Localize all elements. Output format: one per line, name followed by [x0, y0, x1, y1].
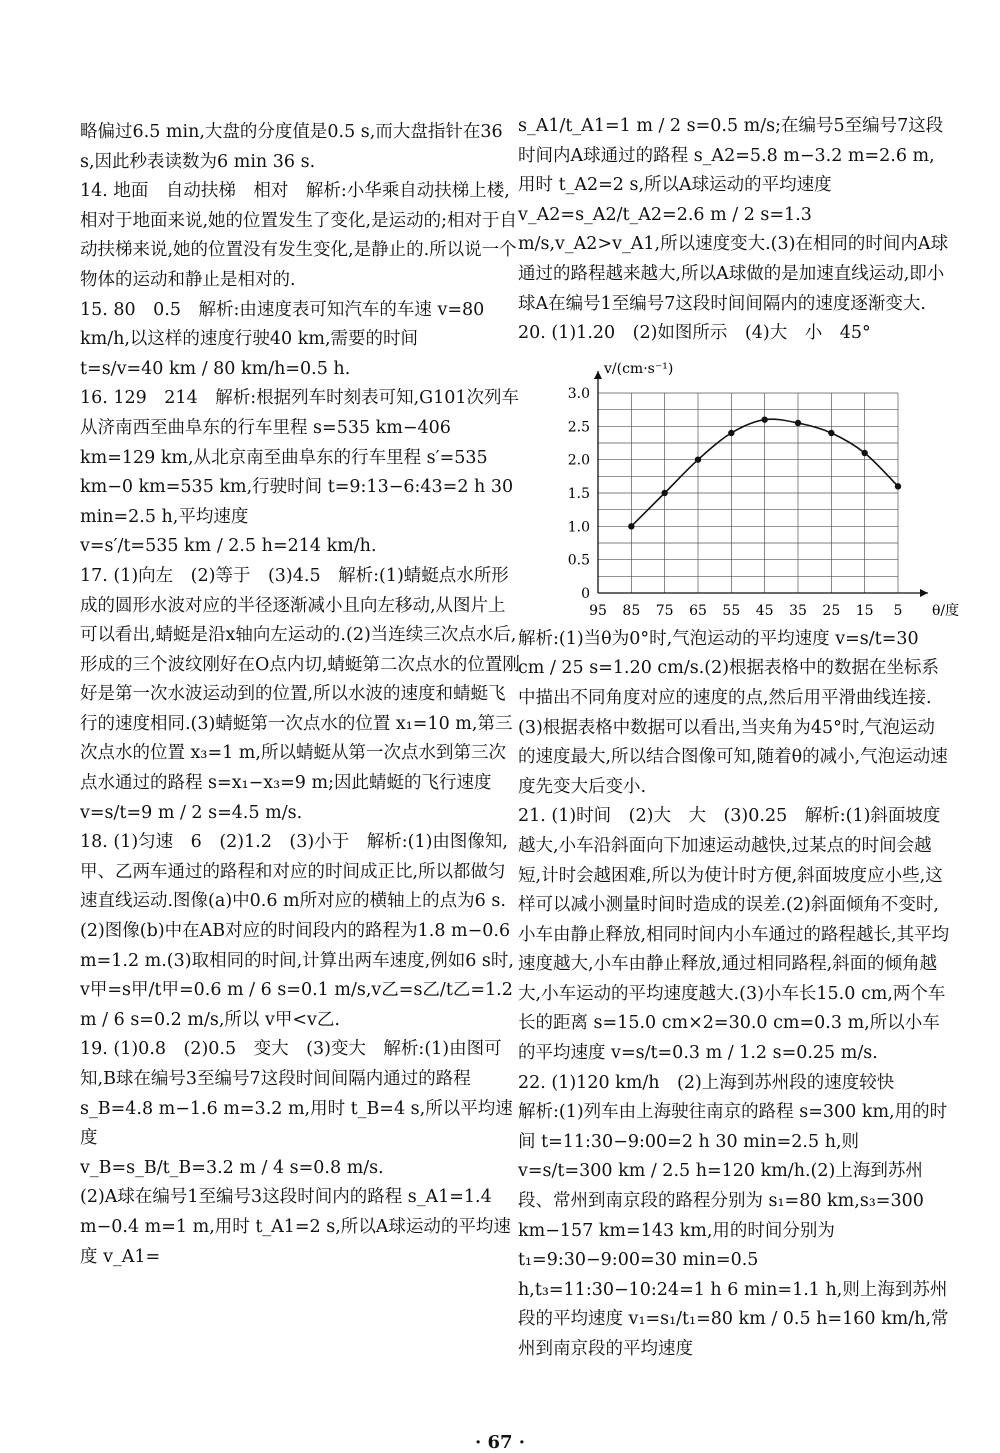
answer-21: 21. (1)时间 (2)大 大 (3)0.25 解析:(1)斜面坡度越大,小车沿斜面向下加速运动越快,过某点的时间会越短,计时会越困难,所以为使计时方便,斜面坡度应小些,这样可以减小测量时间时造成的误差.(2)斜面倾角不变时,小车由静止释放,相同时间内小车通过的路程越长,其平均速度越大,小车由静止释放,通过相同路程,斜面的倾角越大,小车运动的平均速度越大.(3)小车长15.0 cm,两个车长的距离 s=15.0 cm×2=30.0 cm=0.3 m,所以小车的平均速度 v=s/t=0.3 m / 1.2 s=0.25 m/s.	[518, 806, 950, 1064]
chart-svg	[518, 353, 960, 623]
x-tick-label: 35	[789, 602, 807, 619]
x-tick-label: 75	[655, 602, 674, 619]
answer-20-analysis: 解析:(1)当θ为0°时,气泡运动的平均速度 v=s/t=30 cm / 25 s=1.20 cm/s.(2)根据表格中的数据在坐标系中描出不同角度对应的速度的点,然后用平滑曲线连接.(3)根据表格中数据可以看出,当夹角为45°时,气泡运动的速度最大,所以结合图像可知,随着θ的减小,气泡运动速度先变大后变小.	[518, 628, 948, 797]
y-tick-label: 0	[581, 585, 590, 602]
x-tick-label: 85	[622, 602, 641, 619]
y-tick-label: 0.5	[567, 552, 590, 569]
data-point	[628, 523, 634, 529]
y-axis-label: v/(cm·s⁻¹)	[604, 360, 674, 377]
data-point	[695, 456, 701, 462]
x-tick-label: 25	[822, 602, 841, 619]
paragraph: s_A1/t_A1=1 m / 2 s=0.5 m/s;在编号5至编号7这段时间内A球通过的路程 s_A2=5.8 m−3.2 m=2.6 m,用时 t_A2=2 s,所以A球运动的平均速度 v_A2=s_A2/t_A2=2.6 m / 2 s=1.3 m/s,v_A2>v_A1,所以速度变大.(3)在相同的时间内A球通过的路程越来越大,所以A球做的是加速直线运动,即小球A在编号1至编号7这段时间间隔内的速度逐渐变大.	[518, 116, 949, 314]
answer-14: 14. 地面 自动扶梯 相对 解析:小华乘自动扶梯上楼,相对于地面来说,她的位置发生了变化,是运动的;相对于自动扶梯来说,她的位置没有发生变化,是静止的.所以说一个物体的运动和静止是相对的.	[80, 181, 518, 290]
answer-18: 18. (1)匀速 6 (2)1.2 (3)小于 解析:(1)由图像知,甲、乙两车通过的路程和对应的时间成正比,所以都做匀速直线运动.图像(a)中0.6 m所对应的横轴上的点为6 s.(2)图像(b)中在AB对应的时间段内的路程为1.8 m−0.6 m=1.2 m.(3)取相同的时间,计算出两车速度,例如6 s时,	[80, 832, 514, 971]
answer-16-formula: v=s′/t=535 km / 2.5 h=214 km/h.	[80, 536, 377, 557]
paragraph: 略偏过6.5 min,大盘的分度值是0.5 s,而大盘指针在36 s,因此秒表读数为6 min 36 s.	[80, 122, 503, 172]
answer-22: 22. (1)120 km/h (2)上海到苏州段的速度较快	[518, 1072, 895, 1093]
answer-17: 17. (1)向左 (2)等于 (3)4.5 解析:(1)蜻蜓点水所形成的圆形水波对应的半径逐渐减小且向左移动,从图片上可以看出,蜻蜓是沿x轴向左运动的.(2)当连续三次点水后,形成的三个波纹刚好在O点内切,蜻蜓第二次点水的位置刚好是第一次水波运动到的位置,所以水波的速度和蜻蜓飞行的速度相同.(3)蜻蜓第一次点水的位置 x₁=10 m,第三次点水的位置 x₃=1 m,所以蜻蜓从第一次点水到第三次点水通过的路程 s=x₁−x₃=9 m;因此蜻蜓的飞行速度	[80, 565, 520, 794]
answer-19-formula: v_B=s_B/t_B=3.2 m / 4 s=0.8 m/s.	[80, 1157, 384, 1178]
velocity-angle-chart	[518, 353, 960, 623]
x-tick-label: 5	[893, 602, 903, 619]
answer-19: 19. (1)0.8 (2)0.5 变大 (3)变大 解析:(1)由图可知,B球在编号3至编号7这段时间间隔内通过的路程 s_B=4.8 m−1.6 m=3.2 m,用时 t_B=4 s,所以平均速度	[80, 1039, 513, 1149]
x-tick-label: 95	[589, 602, 607, 619]
y-tick-label: 2.5	[567, 419, 590, 436]
answer-18-formula: v甲=s甲/t甲=0.6 m / 6 s=0.1 m/s,v乙=s乙/t乙=1.2 m / 6 s=0.2 m/s,所以 v甲<v乙.	[80, 980, 513, 1030]
data-point	[828, 430, 834, 436]
data-point	[728, 430, 734, 436]
answer-15-formula: t=s/v=40 km / 80 km/h=0.5 h.	[80, 358, 351, 379]
y-tick-label: 1.0	[567, 519, 590, 536]
x-tick-label: 45	[755, 602, 774, 619]
left-column	[80, 118, 520, 1272]
y-axis-arrow	[594, 371, 602, 379]
data-point	[761, 416, 767, 422]
data-point	[795, 420, 801, 426]
data-point	[861, 450, 867, 456]
y-tick-label: 3.0	[567, 385, 590, 402]
page-number: · 67 ·	[474, 1432, 526, 1453]
answer-19-cont: (2)A球在编号1至编号3这段时间内的路程 s_A1=1.4 m−0.4 m=1 m,用时 t_A1=2 s,所以A球运动的平均速度 v_A1=	[80, 1187, 511, 1267]
answer-16: 16. 129 214 解析:根据列车时刻表可知,G101次列车从济南西至曲阜东的行车里程 s=535 km−406 km=129 km,从北京南至曲阜东的行车里程 s′=535 km−0 km=535 km,行驶时间 t=9:13−6:43=2 h 30 min=2.5 h,平均速度	[80, 388, 520, 527]
answer-15: 15. 80 0.5 解析:由速度表可知汽车的车速 v=80 km/h,以这样的速度行驶40 km,需要的时间	[80, 299, 485, 350]
data-point	[895, 483, 901, 489]
x-axis-label: θ/度	[932, 602, 960, 619]
x-axis-arrow	[920, 589, 928, 597]
x-tick-label: 15	[855, 602, 874, 619]
x-tick-label: 65	[689, 602, 707, 619]
answer-22-analysis: 解析:(1)列车由上海驶往南京的路程 s=300 km,用的时间 t=11:30−9:00=2 h 30 min=2.5 h,则 v=s/t=300 km / 2.5 h=120 km/h.(2)上海到苏州段、常州到南京段的路程分别为 s₁=80 km,s₃=300 km−157 km=143 km,用的时间分别为 t₁=9:30−9:00=30 min=0.5 h,t₃=11:30−10:24=1 h 6 min=1.1 h,则上海到苏州段的平均速度 v₁=s₁/t₁=80 km / 0.5 h=160 km/h,常州到南京段的平均速度	[518, 1102, 949, 1359]
y-tick-label: 2.0	[567, 452, 590, 469]
answer-17-formula: v=s/t=9 m / 2 s=4.5 m/s.	[80, 802, 303, 823]
x-tick-label: 55	[722, 602, 741, 619]
answer-20: 20. (1)1.20 (2)如图所示 (4)大 小 45°	[518, 323, 871, 344]
y-tick-label: 1.5	[567, 485, 590, 502]
right-column	[518, 112, 960, 1365]
data-point	[661, 490, 667, 496]
